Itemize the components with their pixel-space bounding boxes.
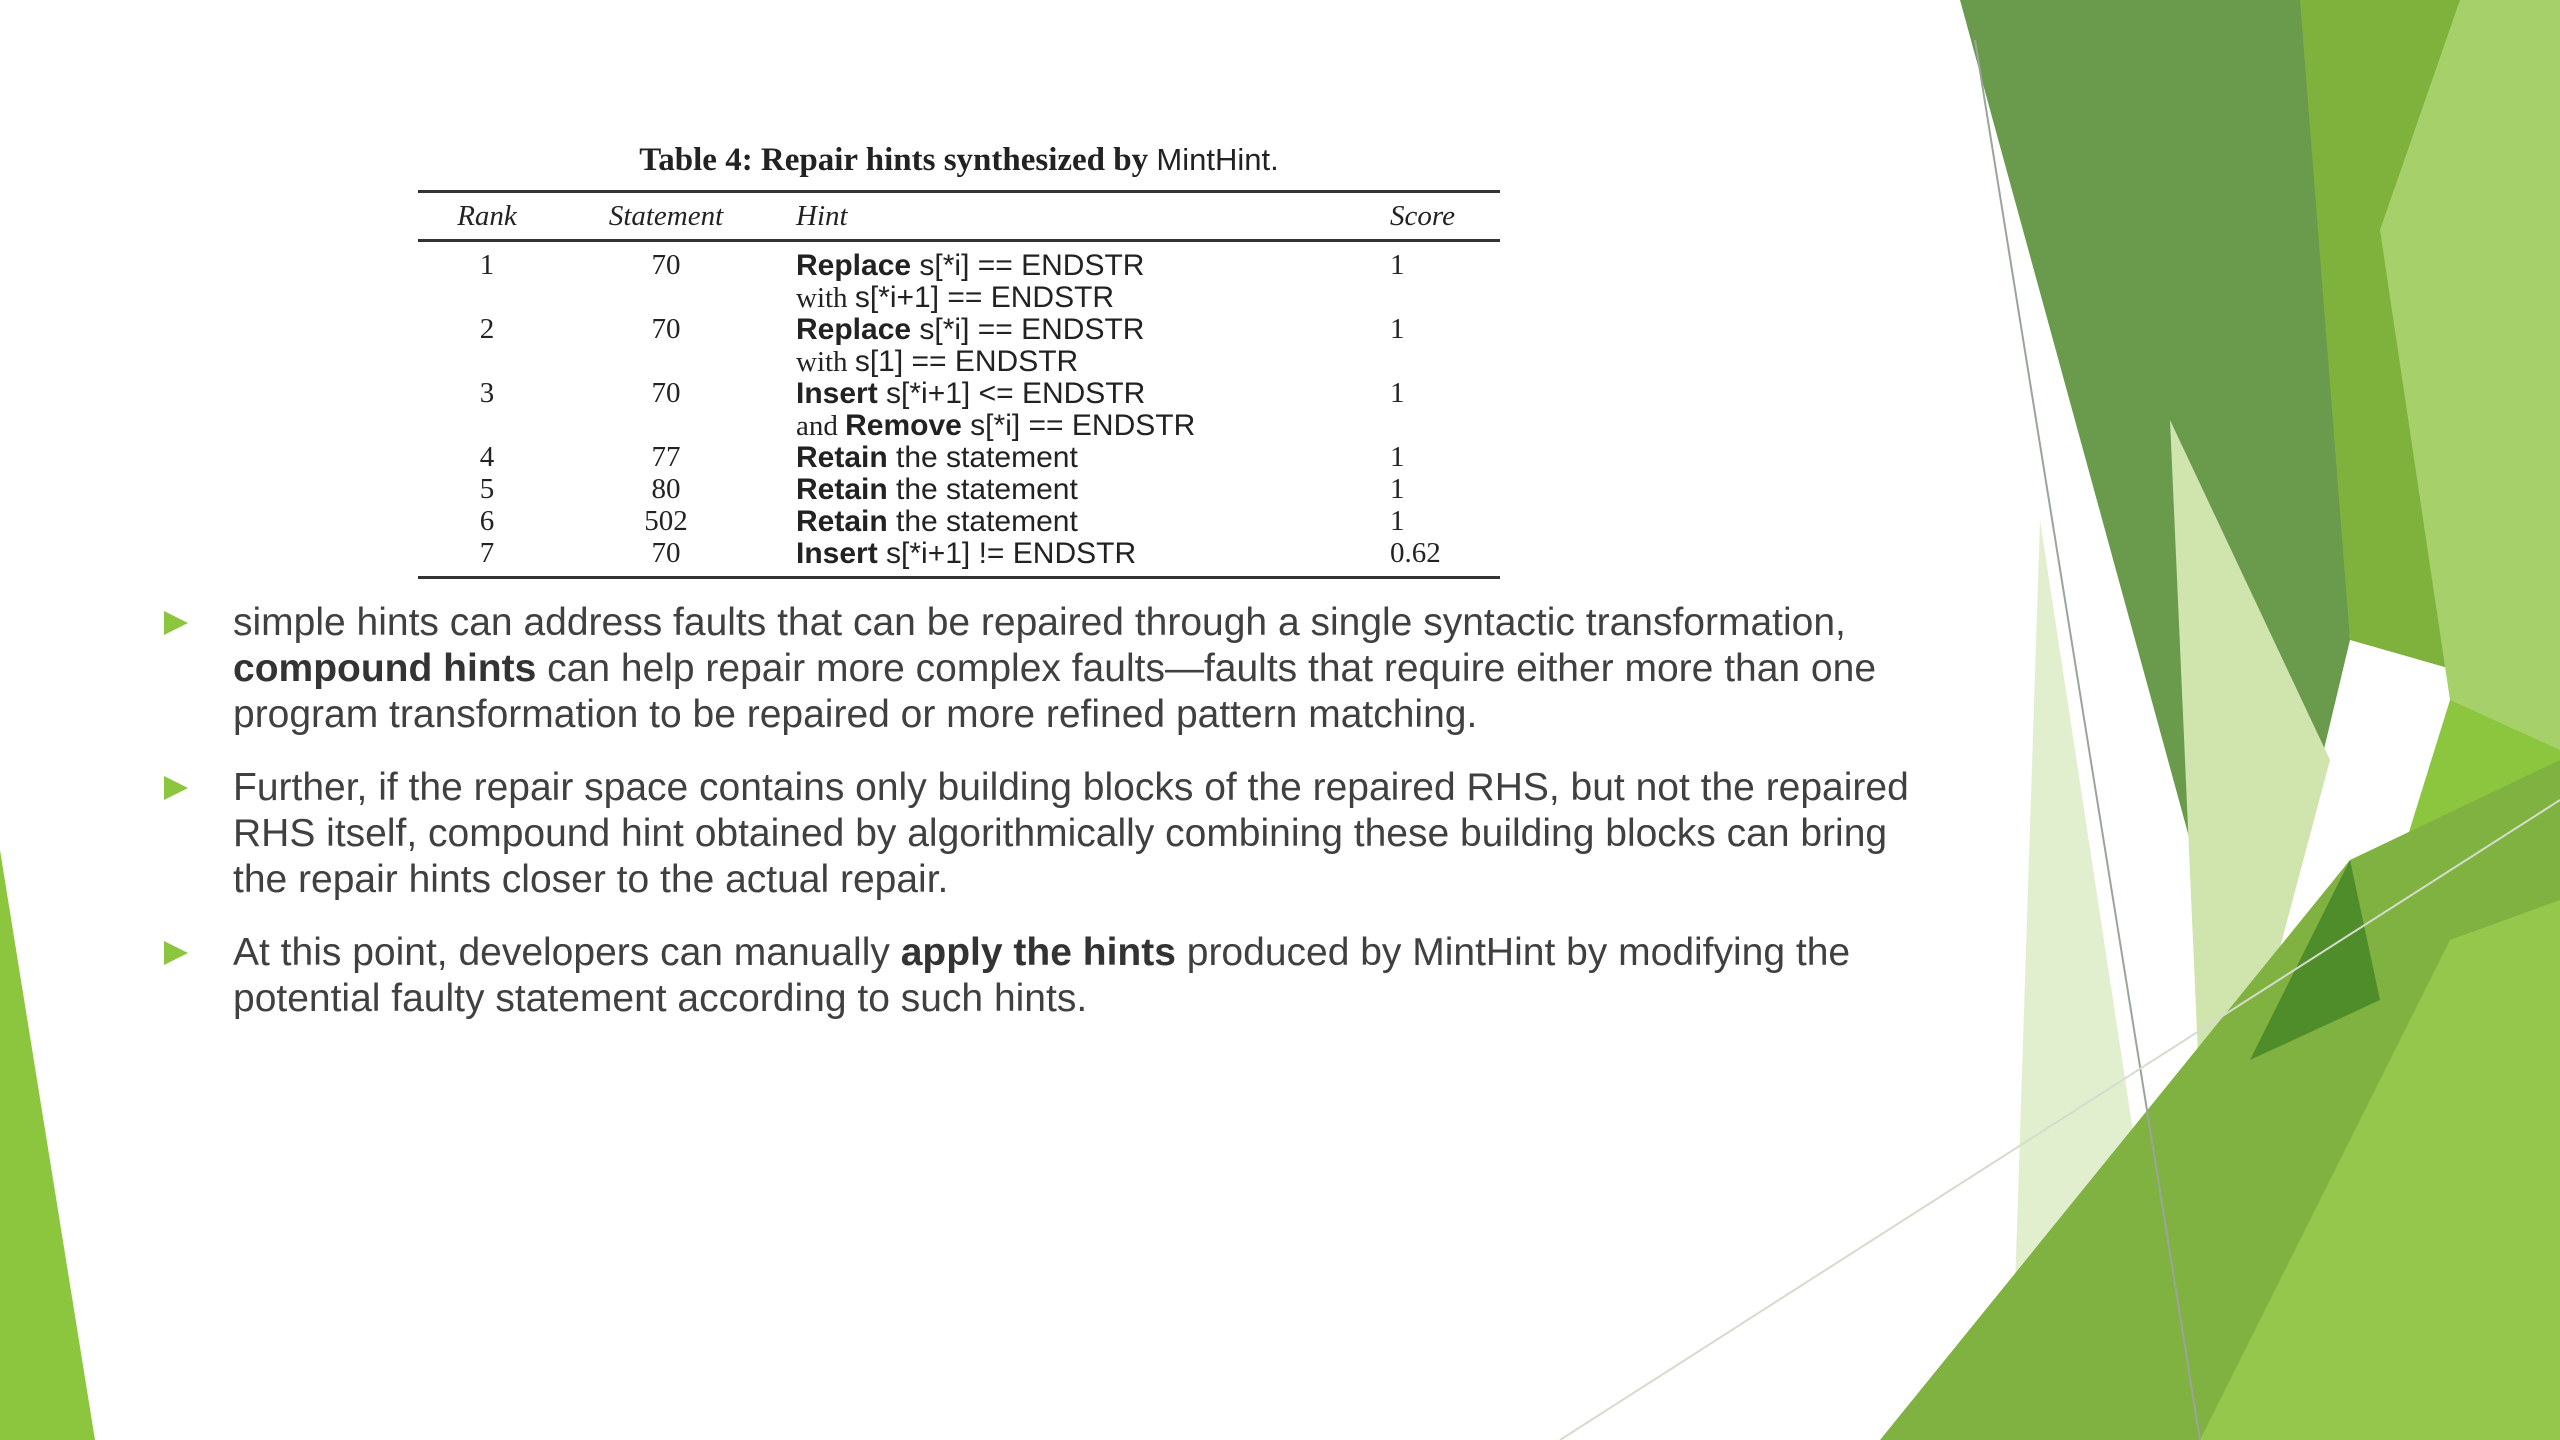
table-row	[418, 314, 1500, 378]
table-row	[418, 506, 1500, 538]
cell-score: 1	[1390, 505, 1405, 537]
hint-connector: with	[796, 346, 855, 378]
hint-keyword: Retain	[796, 441, 888, 474]
cell-statement: 70	[651, 313, 681, 345]
triangle-bullet-icon	[164, 776, 188, 800]
cell-rank: 2	[479, 313, 495, 345]
cell-score: 1	[1390, 313, 1405, 345]
hint-expression: s[*i] == ENDSTR	[911, 313, 1145, 346]
hint-expression: s[1] == ENDSTR	[854, 345, 1079, 378]
bullet-text: produced by MintHint by modifying the potential faulty statement according to such hints.	[233, 931, 1851, 1020]
hint-expression: s[*i+1] == ENDSTR	[854, 281, 1115, 314]
hint-line	[796, 250, 1376, 282]
cell-hint	[776, 442, 1376, 474]
cell-statement: 70	[651, 249, 681, 281]
cell-hint	[776, 378, 1376, 442]
cell-statement: 70	[556, 538, 776, 578]
hint-line	[796, 538, 1376, 570]
cell-hint	[776, 314, 1376, 378]
hint-line	[796, 442, 1376, 474]
bullet-text: simple hints can address faults that can be repaired through a single syntactic transformation,	[233, 601, 1846, 644]
hint-connector: and	[796, 410, 846, 442]
hint-expression: the statement	[887, 505, 1078, 538]
header-hint: Hint	[776, 192, 1376, 241]
header-score: Score	[1376, 192, 1500, 241]
hint-expression: the statement	[887, 473, 1078, 506]
cell-rank: 1	[479, 249, 495, 281]
bullet-item	[160, 600, 1950, 738]
cell-score: 1	[1390, 441, 1405, 473]
header-statement: Statement	[556, 192, 776, 241]
hint-line	[796, 506, 1376, 538]
cell-statement: 70	[651, 377, 681, 409]
table-row	[418, 442, 1500, 474]
hint-line	[796, 282, 1376, 314]
bullet-text: Further, if the repair space contains only building blocks of the repaired RHS, but not the repaired RHS itself, compound hint obtained by algorithmically combining these building blocks can bring the repair hints closer to the actual repair.	[233, 766, 1909, 901]
cell-hint	[776, 538, 1376, 578]
hint-line	[796, 378, 1376, 410]
cell-statement: 502	[644, 505, 688, 537]
cell-rank: 5	[479, 473, 495, 505]
repair-hints-table-figure	[418, 140, 1500, 579]
hint-expression: s[*i+1] != ENDSTR	[877, 537, 1137, 570]
repair-hints-table	[418, 190, 1500, 579]
bullet-list	[160, 600, 1950, 1049]
hint-expression: s[*i+1] <= ENDSTR	[877, 377, 1146, 410]
hint-keyword: Replace	[796, 313, 912, 346]
cell-score: 0.62	[1376, 538, 1500, 578]
hint-line	[796, 314, 1376, 346]
cell-score: 1	[1390, 473, 1405, 505]
cell-hint	[776, 474, 1376, 506]
table-row	[418, 538, 1500, 578]
bullet-bold-text: apply the hints	[900, 931, 1176, 974]
table-caption	[418, 140, 1500, 180]
bullet-bold-text: compound hints	[233, 647, 537, 690]
hint-expression: s[*i] == ENDSTR	[961, 409, 1196, 442]
hint-keyword: Insert	[796, 537, 878, 570]
table-row	[418, 474, 1500, 506]
cell-rank: 3	[479, 377, 495, 409]
cell-hint	[776, 241, 1376, 315]
cell-rank: 4	[479, 441, 495, 473]
table-body	[418, 241, 1500, 578]
hint-line	[796, 346, 1376, 378]
cell-rank: 6	[479, 505, 495, 537]
header-rank: Rank	[418, 192, 556, 241]
cell-statement: 77	[651, 441, 681, 473]
table-row	[418, 378, 1500, 442]
bullet-text: At this point, developers can manually	[233, 931, 901, 974]
hint-keyword: Retain	[796, 473, 888, 506]
bullet-item	[160, 930, 1950, 1022]
cell-statement: 80	[651, 473, 681, 505]
caption-tool-name: MintHint.	[1156, 142, 1279, 177]
hint-line	[796, 410, 1376, 442]
hint-line	[796, 474, 1376, 506]
hint-keyword: Insert	[796, 377, 878, 410]
triangle-bullet-icon	[164, 611, 188, 635]
hint-keyword: Retain	[796, 505, 888, 538]
hint-keyword: Remove	[845, 409, 962, 442]
bullet-item	[160, 765, 1950, 903]
cell-score: 1	[1390, 249, 1405, 281]
hint-keyword: Replace	[796, 249, 912, 282]
left-green-sliver	[0, 850, 95, 1440]
table-row	[418, 241, 1500, 315]
caption-prefix: Table 4: Repair hints synthesized by	[639, 142, 1149, 178]
hint-connector: with	[796, 282, 855, 314]
hint-expression: s[*i] == ENDSTR	[911, 249, 1145, 282]
cell-score: 1	[1390, 377, 1405, 409]
bullet-text: can help repair more complex faults—faults that require either more than one program transformation to be repaired or more refined pattern matching.	[233, 647, 1877, 736]
table-header-row	[418, 192, 1500, 241]
hint-expression: the statement	[887, 441, 1078, 474]
triangle-bullet-icon	[164, 941, 188, 965]
cell-rank: 7	[418, 538, 556, 578]
cell-hint	[776, 506, 1376, 538]
